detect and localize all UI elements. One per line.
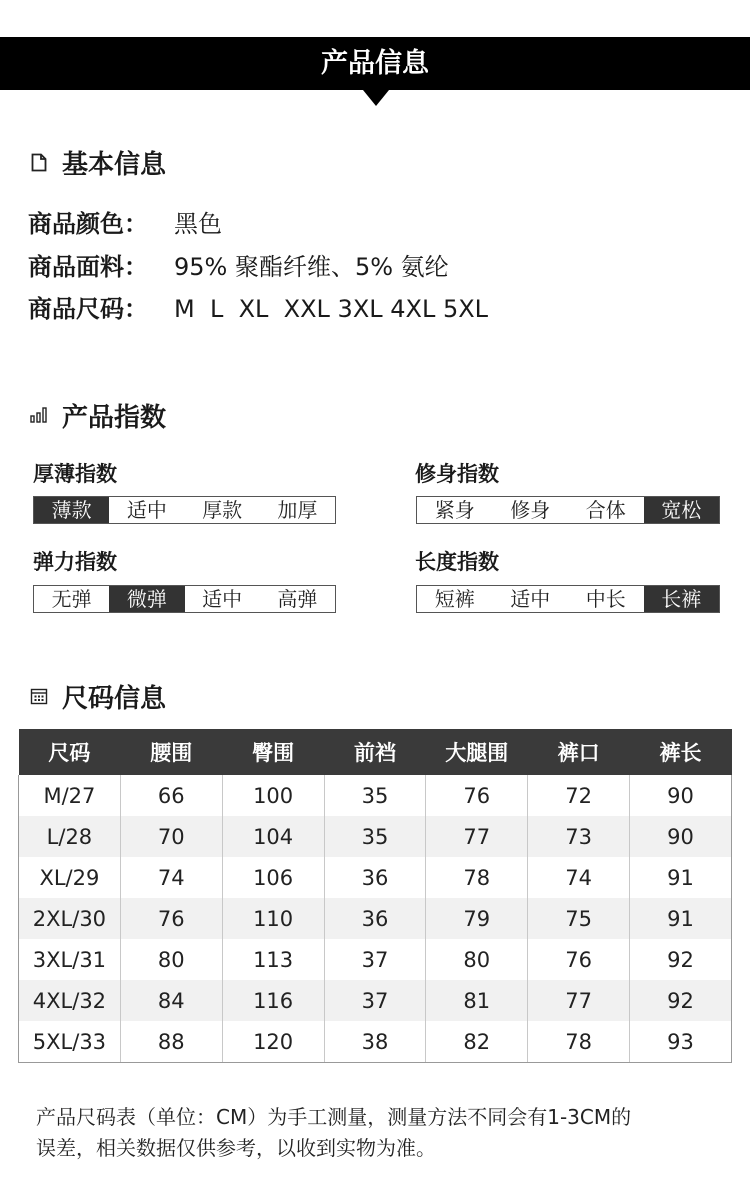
index-option: 合体 xyxy=(585,498,626,522)
index-option: 无弹 xyxy=(51,587,92,611)
table-cell: 70 xyxy=(120,816,222,857)
table-cell: 3XL/31 xyxy=(19,939,121,980)
table-cell: 113 xyxy=(222,939,324,980)
table-cell: 35 xyxy=(324,816,426,857)
table-cell: 90 xyxy=(630,816,732,857)
info-key: 商品尺码： xyxy=(28,295,148,323)
table-header-cell: 腰围 xyxy=(120,729,222,775)
table-cell: 91 xyxy=(630,857,732,898)
table-cell: 76 xyxy=(426,775,528,816)
info-row-fabric xyxy=(28,250,449,284)
table-cell: 90 xyxy=(630,775,732,816)
table-cell: 36 xyxy=(324,898,426,939)
info-value: M L XL XXL 3XL 4XL 5XL xyxy=(174,295,489,323)
table-cell: 104 xyxy=(222,816,324,857)
table-header-row xyxy=(19,729,732,775)
table-cell: 120 xyxy=(222,1021,324,1063)
index-option: 高弹 xyxy=(277,587,318,611)
table-cell: XL/29 xyxy=(19,857,121,898)
section-title: 基本信息 xyxy=(62,149,167,180)
table-cell: M/27 xyxy=(19,775,121,816)
table-cell: 75 xyxy=(528,898,630,939)
table-cell: 77 xyxy=(528,980,630,1021)
index-option: 加厚 xyxy=(277,498,318,522)
table-cell: 36 xyxy=(324,857,426,898)
index-option: 适中 xyxy=(202,587,243,611)
table-cell: 2XL/30 xyxy=(19,898,121,939)
table-cell: 72 xyxy=(528,775,630,816)
index-scale-length xyxy=(416,585,720,613)
table-cell: 116 xyxy=(222,980,324,1021)
table-cell: 37 xyxy=(324,939,426,980)
index-option: 紧身 xyxy=(434,498,475,522)
table-cell: 80 xyxy=(426,939,528,980)
note-line: 产品尺码表（单位：CM）为手工测量，测量方法不同会有1-3CM的 xyxy=(36,1105,632,1129)
table-cell: 91 xyxy=(630,898,732,939)
table-cell: 93 xyxy=(630,1021,732,1063)
table-header-cell: 臀围 xyxy=(222,729,324,775)
table-cell: 106 xyxy=(222,857,324,898)
table-cell: 38 xyxy=(324,1021,426,1063)
index-option-selected: 宽松 xyxy=(644,497,720,523)
index-option-selected: 长裤 xyxy=(644,586,720,612)
table-row xyxy=(19,939,732,980)
table-row xyxy=(19,775,732,816)
table-header-cell: 裤口 xyxy=(528,729,630,775)
index-title-thickness: 厚薄指数 xyxy=(33,462,117,486)
document-icon xyxy=(30,153,48,171)
table-cell: 76 xyxy=(120,898,222,939)
table-cell: 76 xyxy=(528,939,630,980)
index-scale-elasticity xyxy=(33,585,336,613)
table-row xyxy=(19,1021,732,1063)
index-option: 短裤 xyxy=(434,587,475,611)
index-title-length: 长度指数 xyxy=(415,550,499,574)
table-cell: 78 xyxy=(528,1021,630,1063)
table-header-cell: 大腿围 xyxy=(426,729,528,775)
info-value: 95% 聚酯纤维、5% 氨纶 xyxy=(174,253,449,281)
table-cell: 74 xyxy=(528,857,630,898)
table-header-cell: 裤长 xyxy=(630,729,732,775)
table-cell: 5XL/33 xyxy=(19,1021,121,1063)
index-title-fit: 修身指数 xyxy=(415,462,499,486)
table-cell: 92 xyxy=(630,939,732,980)
table-cell: 81 xyxy=(426,980,528,1021)
header-banner xyxy=(0,37,750,90)
index-scale-fit xyxy=(416,496,720,524)
table-cell: 88 xyxy=(120,1021,222,1063)
calendar-grid-icon xyxy=(30,687,48,705)
table-cell: 77 xyxy=(426,816,528,857)
index-title-elasticity: 弹力指数 xyxy=(33,550,117,574)
table-cell: 82 xyxy=(426,1021,528,1063)
index-option: 中长 xyxy=(585,587,626,611)
info-key: 商品颜色： xyxy=(28,210,148,238)
bar-chart-icon xyxy=(30,406,48,424)
index-option: 厚款 xyxy=(202,498,243,522)
info-row-color xyxy=(28,207,222,241)
table-row xyxy=(19,980,732,1021)
table-cell: 35 xyxy=(324,775,426,816)
table-cell: 37 xyxy=(324,980,426,1021)
section-product-index xyxy=(30,397,166,433)
banner-pointer xyxy=(363,90,389,106)
section-title: 尺码信息 xyxy=(62,683,167,714)
table-cell: 73 xyxy=(528,816,630,857)
info-key: 商品面料： xyxy=(28,253,148,281)
index-option: 适中 xyxy=(126,498,167,522)
index-option-selected: 微弹 xyxy=(109,586,184,612)
table-cell: 74 xyxy=(120,857,222,898)
table-cell: 4XL/32 xyxy=(19,980,121,1021)
size-table xyxy=(18,729,732,1063)
index-scale-thickness xyxy=(33,496,336,524)
table-cell: 92 xyxy=(630,980,732,1021)
section-basic-info xyxy=(30,144,166,180)
table-cell: 79 xyxy=(426,898,528,939)
section-title: 产品指数 xyxy=(62,402,167,433)
table-cell: 84 xyxy=(120,980,222,1021)
index-option-selected: 薄款 xyxy=(34,497,109,523)
table-cell: 110 xyxy=(222,898,324,939)
banner-title: 产品信息 xyxy=(321,48,429,79)
table-cell: 80 xyxy=(120,939,222,980)
table-header-cell: 尺码 xyxy=(19,729,121,775)
table-row xyxy=(19,857,732,898)
index-option: 适中 xyxy=(510,587,551,611)
table-row xyxy=(19,898,732,939)
info-row-sizes xyxy=(28,292,488,326)
table-cell: 78 xyxy=(426,857,528,898)
section-size-info xyxy=(30,678,166,714)
table-cell: L/28 xyxy=(19,816,121,857)
note-line: 误差，相关数据仅供参考，以收到实物为准。 xyxy=(36,1136,436,1160)
table-cell: 100 xyxy=(222,775,324,816)
table-cell: 66 xyxy=(120,775,222,816)
table-row xyxy=(19,816,732,857)
measurement-note xyxy=(36,1102,726,1164)
info-value: 黑色 xyxy=(174,210,222,238)
table-header-cell: 前裆 xyxy=(324,729,426,775)
index-option: 修身 xyxy=(510,498,551,522)
